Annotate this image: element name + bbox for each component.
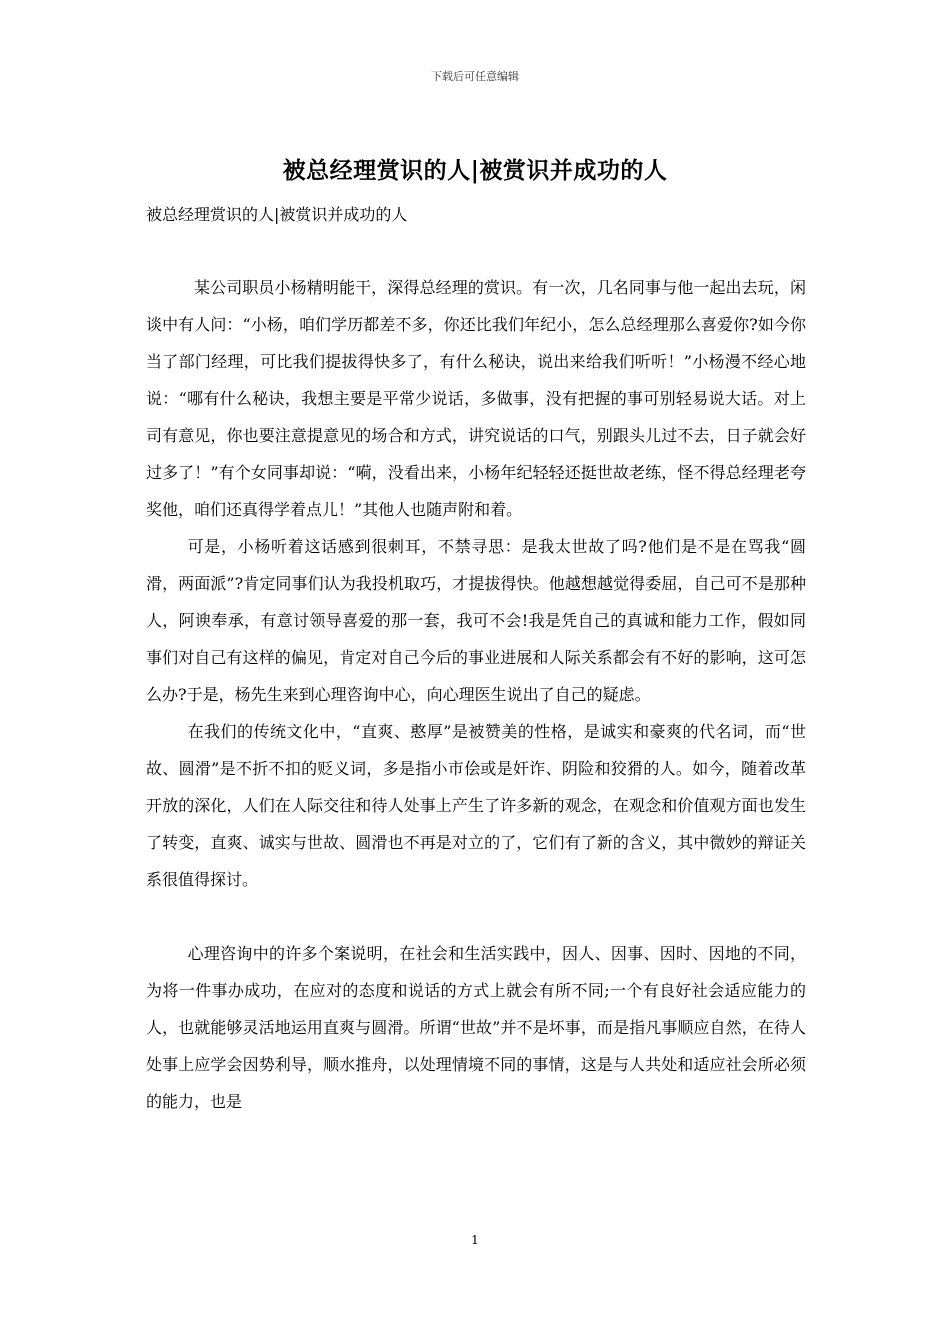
document-subtitle: 被总经理赏识的人|被赏识并成功的人 [146,205,408,224]
paragraph-1: 某公司职员小杨精明能干，深得总经理的赏识。有一次，几名同事与他一起出去玩，闲谈中有人问：“小杨，咱们学历都差不多，你还比我们年纪小，怎么总经理那么喜爱你?如今你当了部门经理，可比我们提拔得快多了，有什么秘诀，说出来给我们听听！”小杨漫不经心地说：“哪有什么秘诀，我想主要是平常少说话，多做事，没有把握的事可别轻易说大话。对上司有意见，你也要注意提意见的场合和方式，讲究说话的口气，别跟头儿过不去，日子就会好过多了！”有个女同事却说：“嗬，没看出来，小杨年纪轻轻还挺世故老练，怪不得总经理老夸奖他，咱们还真得学着点儿！”其他人也随声附和着。 [146,278,806,519]
page-header: 下载后可任意编辑 [431,70,519,83]
document-title: 被总经理赏识的人|被赏识并成功的人 [282,157,668,184]
document-body [146,269,806,1120]
paragraph-3: 在我们的传统文化中，“直爽、憨厚”是被赞美的性格，是诚实和豪爽的代名词，而“世故、圆滑”是不折不扣的贬义词，多是指小市侩或是奸诈、阴险和狡猾的人。如今，随着改革开放的深化，人们在人际交往和待人处事上产生了许多新的观念，在观念和价值观方面也发生了转变，直爽、诚实与世故、圆滑也不再是对立的了，它们有了新的含义，其中微妙的辩证关系很值得探讨。 [146,722,806,889]
page-number: 1 [471,1233,479,1247]
paragraph-4: 心理咨询中的许多个案说明，在社会和生活实践中，因人、因事、因时、因地的不同，为将一件事办成功，在应对的态度和说话的方式上就会有所不同;一个有良好社会适应能力的人，也就能够灵活地运用直爽与圆滑。所谓“世故”并不是坏事，而是指凡事顺应自然，在待人处事上应学会因势利导，顺水推舟，以处理情境不同的事情，这是与人共处和适应社会所必须的能力，也是 [146,944,806,1111]
paragraph-2: 可是，小杨听着这话感到很刺耳，不禁寻思：是我太世故了吗?他们是不是在骂我“圆滑，两面派”?肯定同事们认为我投机取巧，才提拔得快。他越想越觉得委屈，自己可不是那种人，阿谀奉承，有意讨领导喜爱的那一套，我可不会!我是凭自己的真诚和能力工作，假如同事们对自己有这样的偏见，肯定对自己今后的事业进展和人际关系都会有不好的影响，这可怎么办?于是，杨先生来到心理咨询中心，向心理医生说出了自己的疑虑。 [146,537,806,704]
paragraph-spacer [146,898,806,935]
